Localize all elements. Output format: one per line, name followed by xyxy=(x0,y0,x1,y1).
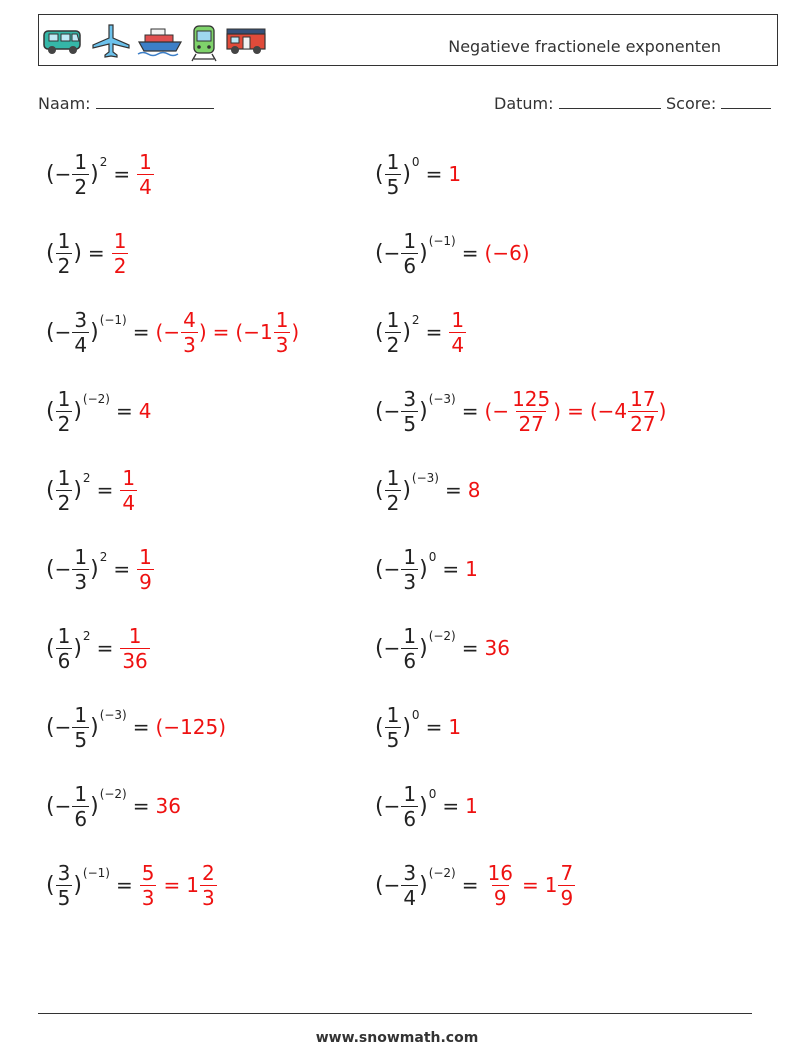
numerator: 1 xyxy=(403,544,417,569)
open-paren: ( xyxy=(46,161,55,187)
train-icon xyxy=(189,23,219,63)
exponent: (−3) xyxy=(428,392,456,406)
denominator: 9 xyxy=(493,885,507,910)
equals-sign: = xyxy=(461,636,479,660)
mixed-whole: (−1 xyxy=(235,320,273,344)
numerator: 3 xyxy=(403,860,417,885)
close-paren: ) xyxy=(402,477,411,503)
equals-sign: = xyxy=(132,794,150,818)
problem-item xyxy=(375,618,510,678)
answer xyxy=(448,162,461,186)
close-paren: ) xyxy=(419,793,428,819)
answer-equals: = xyxy=(521,873,539,897)
answer xyxy=(119,466,138,515)
close-paren: ) xyxy=(73,477,82,503)
open-paren: ( xyxy=(46,872,55,898)
denominator: 4 xyxy=(74,332,88,357)
numerator: 1 xyxy=(128,623,142,648)
exponent: (−1) xyxy=(99,313,127,327)
date-label: Datum: xyxy=(494,94,554,113)
camper-icon xyxy=(225,23,269,57)
answer-equals: = xyxy=(567,399,584,423)
mixed-whole: (−4 xyxy=(589,399,628,423)
answer-fraction xyxy=(510,387,552,436)
base-fraction xyxy=(385,703,402,752)
worksheet-title: Negatieve fractionele exponenten xyxy=(448,37,721,56)
mixed-fraction xyxy=(558,861,575,910)
answer-fraction xyxy=(137,150,154,199)
answer-equals: = xyxy=(212,320,230,344)
answer-value: (−6) xyxy=(484,241,530,265)
base-fraction xyxy=(72,308,89,357)
numerator: 1 xyxy=(74,544,88,569)
open-paren: ( xyxy=(46,398,55,424)
problem-item xyxy=(46,855,218,915)
base-fraction xyxy=(56,387,73,436)
minus-sign: − xyxy=(54,162,72,186)
numerator: 1 xyxy=(403,623,417,648)
score-field[interactable] xyxy=(666,94,771,113)
denominator: 27 xyxy=(518,411,544,436)
denominator: 9 xyxy=(139,569,152,594)
exponent: (−2) xyxy=(428,629,456,643)
denominator: 5 xyxy=(386,174,400,199)
equals-sign: = xyxy=(461,399,479,423)
answer xyxy=(139,399,152,423)
base-fraction xyxy=(385,150,402,199)
answer-value: 1 xyxy=(465,557,478,581)
close-paren: ) xyxy=(90,161,99,187)
problem-item xyxy=(375,776,478,836)
mixed-whole: 1 xyxy=(186,873,199,897)
base-fraction xyxy=(56,861,73,910)
answer xyxy=(485,387,667,436)
problem-item xyxy=(46,223,129,283)
equals-sign: = xyxy=(444,478,462,502)
base-fraction xyxy=(56,466,73,515)
equals-sign: = xyxy=(132,715,150,739)
mixed-fraction xyxy=(628,387,657,436)
answer xyxy=(156,715,227,739)
worksheet-header xyxy=(38,14,778,66)
answer-close: ) xyxy=(553,399,562,423)
equals-sign: = xyxy=(442,794,460,818)
numerator: 1 xyxy=(122,465,136,490)
name-line xyxy=(96,94,214,109)
minus-sign: − xyxy=(383,873,401,897)
numerator: 1 xyxy=(139,149,152,174)
open-paren: ( xyxy=(46,714,55,740)
open-paren: ( xyxy=(375,319,384,345)
answer xyxy=(448,715,461,739)
answer-close: ) xyxy=(198,320,207,344)
base-fraction xyxy=(401,782,418,831)
name-label: Naam: xyxy=(38,94,91,113)
denominator: 3 xyxy=(403,569,417,594)
exponent: (−2) xyxy=(99,787,127,801)
denominator: 3 xyxy=(74,569,88,594)
numerator: 3 xyxy=(403,386,417,411)
numerator: 5 xyxy=(141,860,155,885)
open-paren: ( xyxy=(375,793,384,819)
minus-sign: − xyxy=(383,557,401,581)
problem-item xyxy=(375,381,666,441)
exponent: 2 xyxy=(82,471,91,485)
problem-item xyxy=(46,697,226,757)
exponent: (−1) xyxy=(82,866,110,880)
mixed-close: ) xyxy=(291,320,300,344)
answer-fraction xyxy=(137,545,154,594)
problem-item xyxy=(46,776,181,836)
minus-sign: − xyxy=(54,557,72,581)
answer xyxy=(465,557,478,581)
answer-fraction xyxy=(140,861,157,910)
denominator: 36 xyxy=(122,648,148,673)
exponent: 2 xyxy=(411,313,420,327)
answer-value: (−125) xyxy=(155,715,227,739)
answer-fraction xyxy=(449,308,466,357)
denominator: 5 xyxy=(386,727,400,752)
problem-item xyxy=(46,144,155,204)
problem-item xyxy=(375,460,480,520)
denominator: 6 xyxy=(57,648,71,673)
airplane-icon xyxy=(91,23,131,59)
answer xyxy=(465,794,478,818)
denominator: 4 xyxy=(122,490,136,515)
base-fraction xyxy=(401,229,418,278)
open-paren: ( xyxy=(46,793,55,819)
open-paren: ( xyxy=(375,161,384,187)
denominator: 4 xyxy=(403,885,417,910)
exponent: 0 xyxy=(411,155,420,169)
base-fraction xyxy=(385,308,402,357)
answer xyxy=(485,636,510,660)
exponent: (−3) xyxy=(411,471,439,485)
answer xyxy=(468,478,481,502)
base-fraction xyxy=(72,782,89,831)
exponent: 0 xyxy=(428,787,437,801)
equals-sign: = xyxy=(461,873,479,897)
open-paren: ( xyxy=(375,556,384,582)
close-paren: ) xyxy=(419,635,428,661)
numerator: 1 xyxy=(57,228,71,253)
denominator: 2 xyxy=(57,253,71,278)
equals-sign: = xyxy=(113,557,131,581)
denominator: 27 xyxy=(630,411,656,436)
answer xyxy=(156,308,300,357)
equals-sign: = xyxy=(442,557,460,581)
close-paren: ) xyxy=(73,635,82,661)
open-paren: ( xyxy=(375,714,384,740)
date-line xyxy=(559,94,661,109)
minus-sign: − xyxy=(54,320,72,344)
numerator: 1 xyxy=(57,623,71,648)
answer xyxy=(111,229,130,278)
numerator: 1 xyxy=(386,149,400,174)
denominator: 5 xyxy=(57,885,71,910)
minus-sign: − xyxy=(383,794,401,818)
equals-sign: = xyxy=(115,873,133,897)
equals-sign: = xyxy=(132,320,150,344)
base-fraction xyxy=(56,229,73,278)
numerator: 1 xyxy=(386,702,400,727)
denominator: 3 xyxy=(201,885,215,910)
answer xyxy=(485,861,577,910)
numerator: 1 xyxy=(74,781,88,806)
denominator: 4 xyxy=(451,332,465,357)
exponent: 0 xyxy=(411,708,420,722)
answer-value: 8 xyxy=(467,478,481,502)
problem-item xyxy=(46,618,151,678)
numerator: 1 xyxy=(74,702,88,727)
numerator: 4 xyxy=(183,307,196,332)
name-field[interactable] xyxy=(38,94,214,113)
minus-sign: − xyxy=(383,241,401,265)
answer-value: 36 xyxy=(484,636,510,660)
numerator: 1 xyxy=(386,307,400,332)
close-paren: ) xyxy=(419,240,428,266)
open-paren: ( xyxy=(375,635,384,661)
equals-sign: = xyxy=(425,320,443,344)
numerator: 1 xyxy=(113,228,127,253)
denominator: 6 xyxy=(403,806,417,831)
equals-sign: = xyxy=(96,636,114,660)
date-field[interactable] xyxy=(494,94,661,113)
numerator: 1 xyxy=(275,307,289,332)
numerator: 1 xyxy=(74,149,88,174)
base-fraction xyxy=(401,861,418,910)
problem-item xyxy=(375,223,530,283)
denominator: 2 xyxy=(386,490,400,515)
exponent: 2 xyxy=(99,550,108,564)
answer-open: (− xyxy=(155,320,181,344)
denominator: 5 xyxy=(403,411,417,436)
denominator: 2 xyxy=(113,253,127,278)
mixed-fraction xyxy=(200,861,217,910)
answer-value: 1 xyxy=(448,715,462,739)
base-fraction xyxy=(72,703,89,752)
denominator: 6 xyxy=(403,648,417,673)
close-paren: ) xyxy=(90,793,99,819)
base-fraction xyxy=(401,387,418,436)
numerator: 1 xyxy=(57,465,71,490)
answer-fraction xyxy=(120,466,137,515)
footer-url[interactable]: www.snowmath.com xyxy=(315,1030,479,1046)
answer-fraction xyxy=(120,624,149,673)
problem-item xyxy=(375,697,461,757)
numerator: 125 xyxy=(512,386,551,411)
score-label: Score: xyxy=(666,94,717,113)
minus-sign: − xyxy=(54,794,72,818)
numerator: 1 xyxy=(403,781,417,806)
equals-sign: = xyxy=(425,715,443,739)
denominator: 2 xyxy=(74,174,88,199)
open-paren: ( xyxy=(46,635,55,661)
close-paren: ) xyxy=(419,872,428,898)
exponent: (−1) xyxy=(428,234,456,248)
answer xyxy=(485,241,530,265)
problem-item xyxy=(46,460,138,520)
open-paren: ( xyxy=(46,556,55,582)
answer-fraction xyxy=(486,861,515,910)
exponent: (−3) xyxy=(99,708,127,722)
problem-item xyxy=(375,539,478,599)
answer xyxy=(136,545,155,594)
base-fraction xyxy=(56,624,73,673)
equals-sign: = xyxy=(461,241,479,265)
base-fraction xyxy=(385,466,402,515)
denominator: 2 xyxy=(57,411,71,436)
minus-sign: − xyxy=(383,399,401,423)
problem-item xyxy=(46,381,151,441)
base-fraction xyxy=(401,545,418,594)
numerator: 1 xyxy=(139,544,152,569)
base-fraction xyxy=(72,545,89,594)
minus-sign: − xyxy=(383,636,401,660)
answer xyxy=(136,150,155,199)
minus-sign: − xyxy=(54,715,72,739)
answer xyxy=(119,624,150,673)
mixed-fraction xyxy=(274,308,291,357)
answer xyxy=(156,794,181,818)
denominator: 6 xyxy=(403,253,417,278)
answer-open: (− xyxy=(484,399,510,423)
problem-item xyxy=(375,302,467,362)
exponent: 2 xyxy=(82,629,91,643)
exponent: 0 xyxy=(428,550,437,564)
denominator: 4 xyxy=(139,174,152,199)
answer-value: 36 xyxy=(155,794,181,818)
denominator: 6 xyxy=(74,806,88,831)
denominator: 2 xyxy=(57,490,71,515)
open-paren: ( xyxy=(375,872,384,898)
close-paren: ) xyxy=(419,398,428,424)
denominator: 3 xyxy=(141,885,155,910)
mixed-whole: 1 xyxy=(544,873,558,897)
close-paren: ) xyxy=(73,872,82,898)
numerator: 17 xyxy=(630,386,656,411)
close-paren: ) xyxy=(402,714,411,740)
problem-item xyxy=(46,302,299,362)
numerator: 2 xyxy=(201,860,215,885)
denominator: 3 xyxy=(183,332,196,357)
score-line xyxy=(721,94,771,109)
ship-icon xyxy=(137,23,183,57)
open-paren: ( xyxy=(46,477,55,503)
exponent: (−2) xyxy=(82,392,110,406)
base-fraction xyxy=(401,624,418,673)
transport-icons xyxy=(41,23,269,63)
numerator: 16 xyxy=(487,860,513,885)
close-paren: ) xyxy=(73,398,82,424)
van-icon xyxy=(41,23,85,57)
numerator: 3 xyxy=(74,307,88,332)
answer-value: 1 xyxy=(448,162,462,186)
numerator: 1 xyxy=(57,386,71,411)
denominator: 5 xyxy=(74,727,88,752)
close-paren: ) xyxy=(419,556,428,582)
answer-value: 1 xyxy=(465,794,478,818)
denominator: 2 xyxy=(386,332,400,357)
problem-item xyxy=(46,539,155,599)
equals-sign: = xyxy=(115,399,133,423)
numerator: 1 xyxy=(403,228,417,253)
problem-item xyxy=(375,855,576,915)
equals-sign: = xyxy=(425,162,443,186)
answer-fraction xyxy=(181,308,198,357)
close-paren: ) xyxy=(73,240,82,266)
open-paren: ( xyxy=(375,477,384,503)
close-paren: ) xyxy=(402,161,411,187)
denominator: 3 xyxy=(275,332,289,357)
answer xyxy=(139,861,218,910)
answer xyxy=(448,308,467,357)
answer-fraction xyxy=(112,229,129,278)
numerator: 7 xyxy=(560,860,574,885)
close-paren: ) xyxy=(402,319,411,345)
answer-value: 4 xyxy=(138,399,152,423)
open-paren: ( xyxy=(46,240,55,266)
equals-sign: = xyxy=(87,241,105,265)
base-fraction xyxy=(72,150,89,199)
mixed-close: ) xyxy=(658,399,667,423)
equals-sign: = xyxy=(96,478,114,502)
equals-sign: = xyxy=(113,162,131,186)
footer-divider xyxy=(38,1013,752,1014)
close-paren: ) xyxy=(90,556,99,582)
numerator: 1 xyxy=(451,307,465,332)
problem-item xyxy=(375,144,461,204)
numerator: 3 xyxy=(57,860,71,885)
open-paren: ( xyxy=(46,319,55,345)
close-paren: ) xyxy=(90,714,99,740)
denominator: 9 xyxy=(560,885,574,910)
exponent: 2 xyxy=(99,155,108,169)
open-paren: ( xyxy=(375,398,384,424)
answer-equals: = xyxy=(163,873,181,897)
exponent: (−2) xyxy=(428,866,456,880)
numerator: 1 xyxy=(386,465,400,490)
open-paren: ( xyxy=(375,240,384,266)
close-paren: ) xyxy=(90,319,99,345)
